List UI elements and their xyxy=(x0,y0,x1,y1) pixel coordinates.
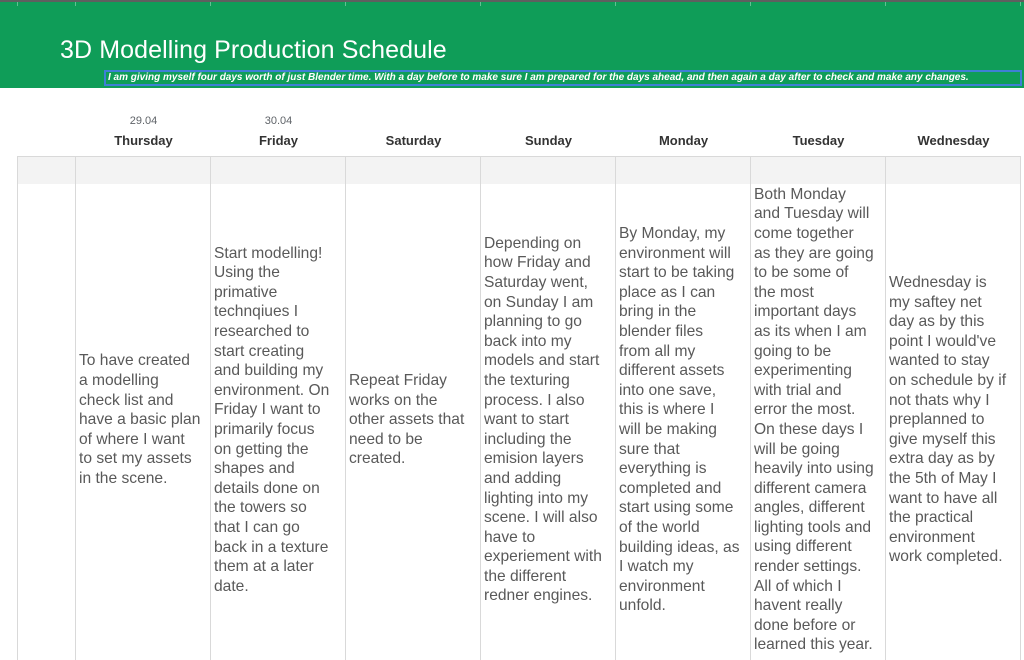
note-line: how Friday and xyxy=(484,254,591,272)
note-line: Using the xyxy=(214,264,280,282)
note-line: primative xyxy=(214,283,278,301)
note-line: of the world xyxy=(619,518,700,536)
grid-line xyxy=(75,156,76,660)
day-date: 29.04 xyxy=(129,115,158,127)
note-line: need to be xyxy=(349,430,423,448)
note-line: the towers so xyxy=(214,499,307,517)
day-date: 30.04 xyxy=(264,115,293,127)
note-line: give myself this xyxy=(889,430,996,448)
spacer-row[interactable] xyxy=(17,156,1021,184)
note-line: of where I want xyxy=(79,430,185,448)
note-line: Friday I want to xyxy=(214,401,321,419)
header-gridlines xyxy=(0,2,1024,6)
note-line: render settings. xyxy=(754,558,862,576)
grid-line xyxy=(750,156,751,660)
note-line: shapes and xyxy=(214,460,295,478)
note-line: to be some of xyxy=(754,264,849,282)
day-header-saturday[interactable] xyxy=(346,112,481,156)
day-header-wednesday[interactable] xyxy=(886,112,1021,156)
note-line: sure that xyxy=(619,440,680,458)
day-header-sunday[interactable] xyxy=(481,112,616,156)
note-line: bring in the xyxy=(619,303,697,321)
day-header-tuesday[interactable] xyxy=(751,112,886,156)
note-line: different assets xyxy=(619,362,725,380)
note-line: point I would've xyxy=(889,332,997,350)
note-line: Both Monday xyxy=(754,185,846,203)
note-line: day as by this xyxy=(889,313,985,331)
note-line: using different xyxy=(754,538,852,556)
note-line: everything is xyxy=(619,460,707,478)
note-line: By Monday, my xyxy=(619,225,726,242)
schedule-cell-sunday[interactable] xyxy=(484,234,615,606)
grid-line xyxy=(17,156,1021,157)
note-line: on Sunday I am xyxy=(484,293,594,311)
note-line: havent really xyxy=(754,597,843,615)
note-line: the texturing xyxy=(484,371,570,389)
note-line: have a basic plan xyxy=(79,411,201,429)
note-line: this is where I xyxy=(619,401,715,419)
note-line: preplanned to xyxy=(889,411,985,429)
note-line: check list and xyxy=(79,391,174,409)
note-line: on schedule by if xyxy=(889,371,1007,389)
note-line: I watch my xyxy=(619,558,694,576)
note-line: environment. On xyxy=(214,381,330,399)
grid-line xyxy=(885,156,886,660)
grid-line xyxy=(615,156,616,660)
note-line: back in a texture xyxy=(214,538,329,556)
note-line: in the scene. xyxy=(79,469,168,487)
schedule-cell-thursday[interactable] xyxy=(79,351,210,488)
note-line: models and start xyxy=(484,352,600,370)
note-line: Depending on xyxy=(484,234,582,252)
note-line: heavily into using xyxy=(754,460,874,478)
note-line: Start modelling! xyxy=(214,244,323,262)
note-line: environment will xyxy=(619,244,731,262)
schedule-cell-saturday[interactable] xyxy=(349,371,480,469)
note-line: not thats why I xyxy=(889,391,990,409)
note-line: redner engines. xyxy=(484,587,593,605)
header-banner xyxy=(0,0,1024,88)
note-line: want to have all xyxy=(889,489,998,507)
note-line: technqiues I xyxy=(214,303,299,321)
note-line: scene. I will also xyxy=(484,509,598,527)
note-line: the 5th of May I xyxy=(889,469,997,487)
note-line: the different xyxy=(484,567,567,585)
note-line: from all my xyxy=(619,342,696,360)
note-line: the practical xyxy=(889,509,974,527)
note-line: have to xyxy=(484,528,536,546)
note-line: will be going xyxy=(754,440,840,458)
note-line: primarily focus xyxy=(214,420,315,438)
note-line: into one save, xyxy=(619,381,717,399)
note-line: researched to xyxy=(214,322,310,340)
schedule-cell-friday[interactable] xyxy=(214,244,345,597)
note-line: lighting into my xyxy=(484,489,589,507)
note-line: extra day as by xyxy=(889,450,995,468)
note-line: including the xyxy=(484,430,572,448)
note-line: details done on xyxy=(214,479,320,497)
page-title: 3D Modelling Production Schedule xyxy=(60,36,447,64)
note-line: start creating xyxy=(214,342,305,360)
note-line: done before or xyxy=(754,616,856,634)
note-line: environment xyxy=(889,528,975,546)
schedule-cell-tuesday[interactable] xyxy=(754,185,885,655)
note-line: environment xyxy=(619,577,705,595)
note-line: lighting tools and xyxy=(754,518,872,536)
note-line: learned this year. xyxy=(754,636,873,654)
grid-line xyxy=(1020,156,1021,660)
note-line: To have created xyxy=(79,352,190,370)
note-line: error the most. xyxy=(754,401,856,419)
note-line: experiement with xyxy=(484,548,602,566)
day-name: Tuesday xyxy=(792,133,845,148)
note-line: other assets that xyxy=(349,411,465,429)
note-line: and adding xyxy=(484,469,562,487)
note-line: planning to go xyxy=(484,313,582,331)
note-line: Wednesday is xyxy=(889,274,987,291)
note-line: process. I also xyxy=(484,391,585,409)
note-line: to set my assets xyxy=(79,450,192,468)
grid-line xyxy=(17,156,18,660)
day-header-thursday[interactable] xyxy=(76,112,211,156)
note-line: angles, different xyxy=(754,499,865,517)
day-header-friday[interactable] xyxy=(211,112,346,156)
note-line: on getting the xyxy=(214,440,309,458)
day-header-row xyxy=(0,112,1024,156)
note-line: come together xyxy=(754,224,854,242)
note-line: back into my xyxy=(484,332,572,350)
note-line: completed and xyxy=(619,479,722,497)
note-line: start to be taking xyxy=(619,264,735,282)
note-line: unfold. xyxy=(619,597,666,615)
day-name: Wednesday xyxy=(917,133,990,148)
note-line: start using some xyxy=(619,499,734,517)
schedule-cell-wednesday[interactable] xyxy=(889,273,1020,567)
note-line: On these days I xyxy=(754,420,864,438)
note-line: All of which I xyxy=(754,577,842,595)
note-line: emision layers xyxy=(484,450,584,468)
note-line: Repeat Friday xyxy=(349,372,447,389)
note-line: experimenting xyxy=(754,362,852,380)
schedule-grid xyxy=(0,156,1024,660)
note-line: them at a later xyxy=(214,558,314,576)
note-line: works on the xyxy=(349,391,438,409)
note-line: going to be xyxy=(754,342,832,360)
grid-line xyxy=(210,156,211,660)
note-line: want to start xyxy=(484,411,569,429)
grid-line xyxy=(345,156,346,660)
note-line: blender files xyxy=(619,322,704,340)
note-line: a modelling xyxy=(79,371,159,389)
note-line: with trial and xyxy=(754,381,842,399)
day-header-monday[interactable] xyxy=(616,112,751,156)
note-line: place as I can xyxy=(619,283,716,301)
note-line: date. xyxy=(214,577,249,595)
note-line: my saftey net xyxy=(889,293,982,311)
note-line: and Tuesday will xyxy=(754,205,870,223)
note-line: building ideas, as xyxy=(619,538,740,556)
day-name: Friday xyxy=(258,133,298,148)
note-line: work completed. xyxy=(889,548,1003,566)
day-name: Sunday xyxy=(525,133,572,148)
note-line: and building my xyxy=(214,362,324,380)
day-name: Monday xyxy=(658,133,709,148)
note-line: created. xyxy=(349,450,406,468)
note-line: the most xyxy=(754,283,814,301)
schedule-cell-monday[interactable] xyxy=(619,224,750,616)
note-line: Saturday went, xyxy=(484,273,589,291)
note-line: different camera xyxy=(754,479,867,497)
note-line: will be making xyxy=(619,420,717,438)
note-line: as they are going xyxy=(754,244,874,262)
subtitle-cell[interactable]: I am giving myself four days worth of just Blender time. With a day before to make sure I am prepared for the days ahead, and then again a day after to check and make any changes. xyxy=(104,70,1022,86)
day-name: Saturday xyxy=(385,133,442,148)
note-line: important days xyxy=(754,303,857,321)
note-line: wanted to stay xyxy=(889,352,990,370)
note-line: that I can go xyxy=(214,518,300,536)
note-line: as its when I am xyxy=(754,322,867,340)
grid-line xyxy=(480,156,481,660)
day-name: Thursday xyxy=(114,133,173,148)
